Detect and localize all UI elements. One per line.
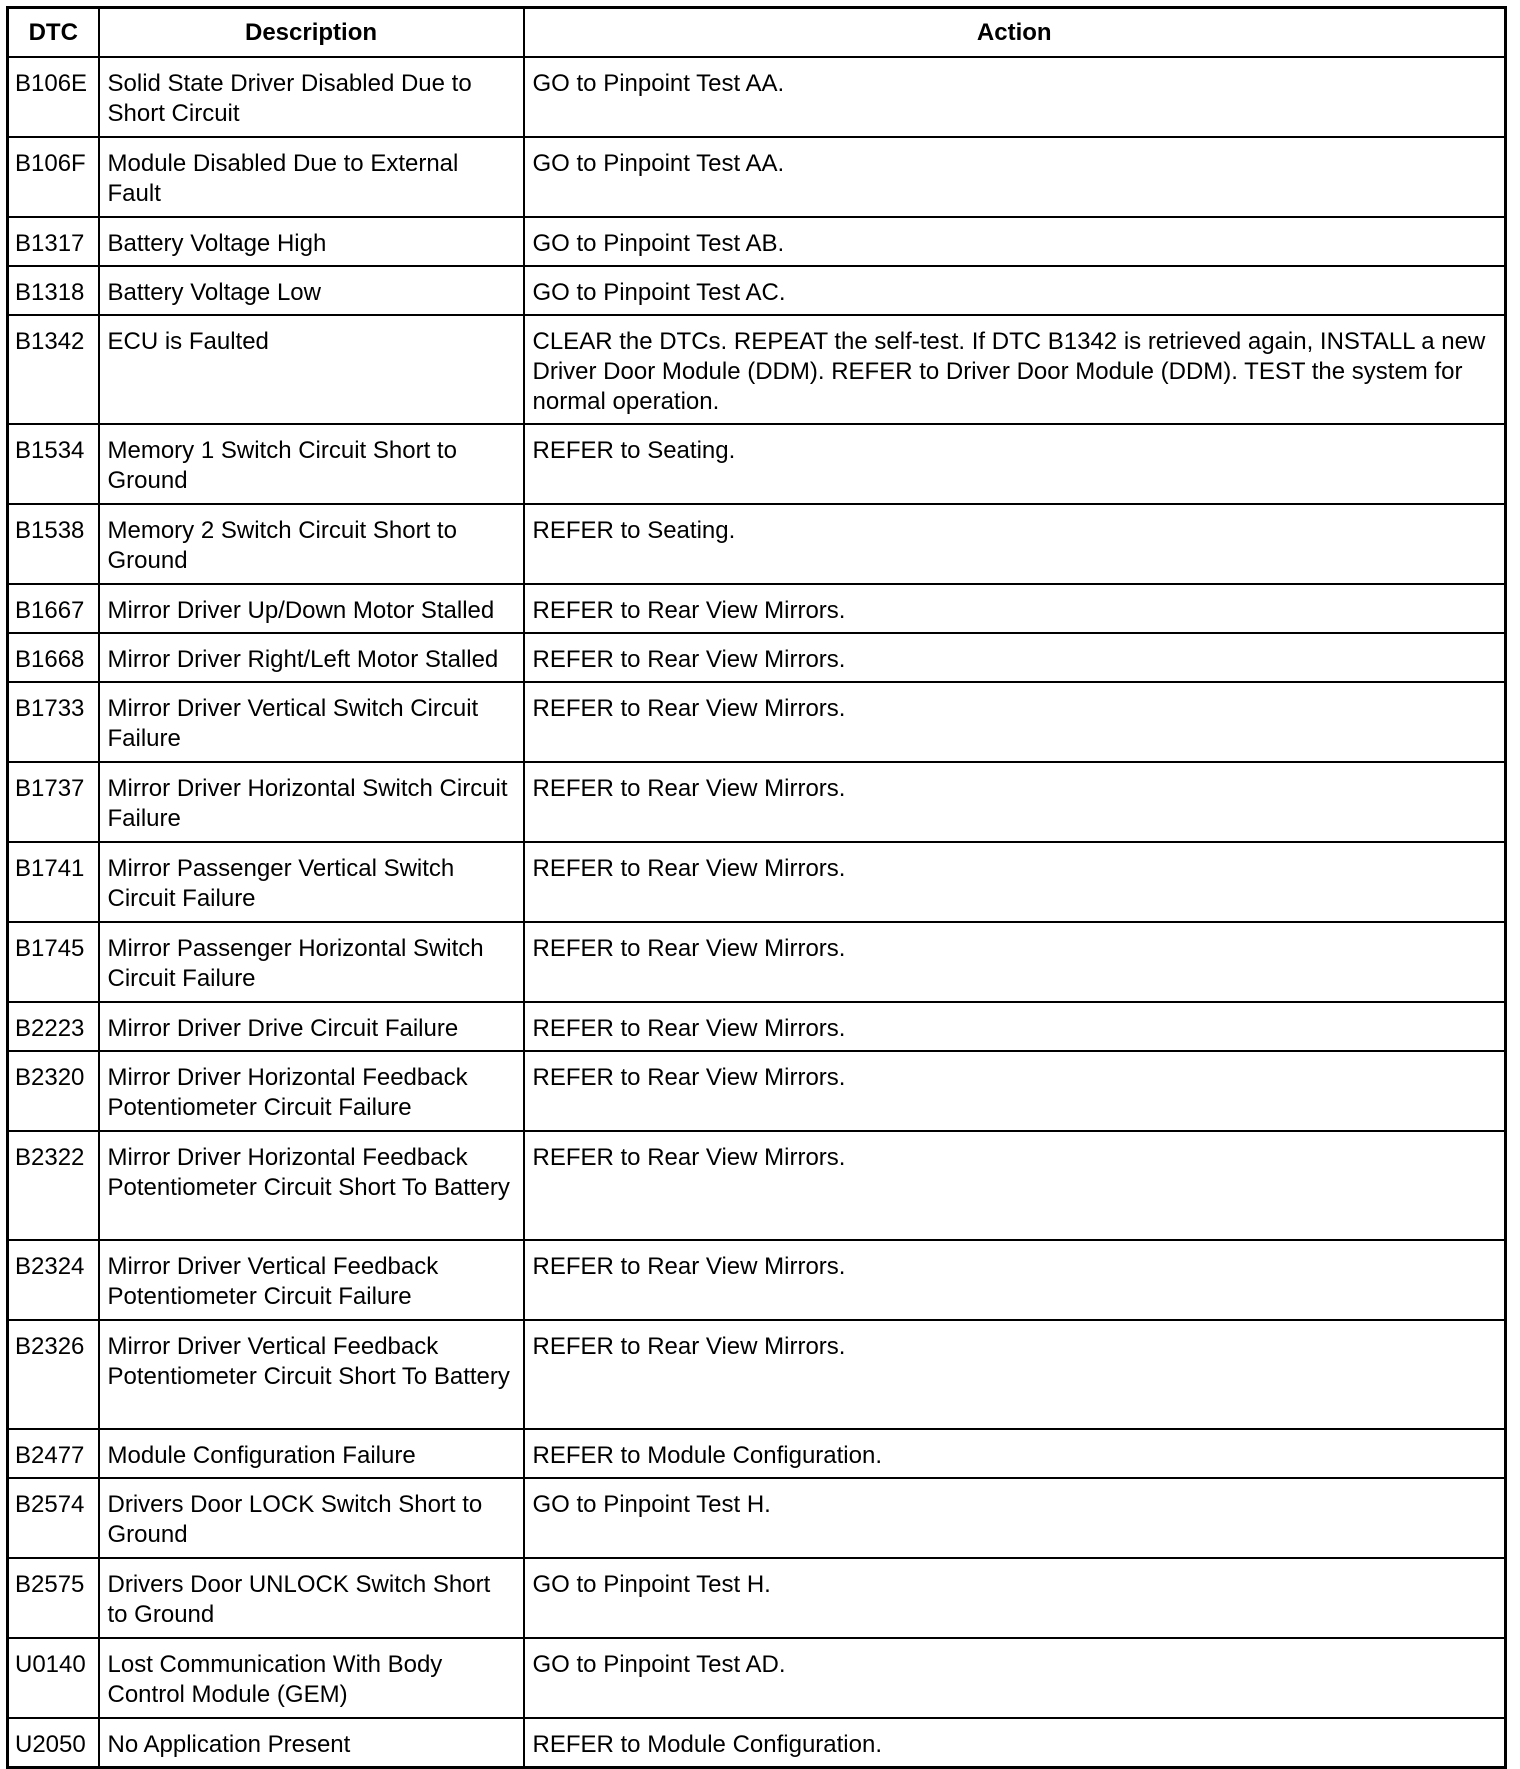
dtc-action: REFER to Rear View Mirrors. — [524, 922, 1506, 1002]
dtc-description: Mirror Passenger Vertical Switch Circuit Failure — [99, 842, 524, 922]
dtc-action: REFER to Rear View Mirrors. — [524, 682, 1506, 762]
dtc-code: B2477 — [8, 1429, 99, 1478]
table-row — [8, 1478, 1506, 1558]
dtc-description: Lost Communication With Body Control Module (GEM) — [99, 1638, 524, 1718]
dtc-description: Mirror Driver Horizontal Switch Circuit Failure — [99, 762, 524, 842]
dtc-code: B1668 — [8, 633, 99, 682]
table-row — [8, 584, 1506, 633]
table-row — [8, 424, 1506, 504]
dtc-description: Mirror Driver Horizontal Feedback Potentiometer Circuit Short To Battery — [99, 1131, 524, 1240]
dtc-code: B2320 — [8, 1051, 99, 1131]
dtc-action: REFER to Rear View Mirrors. — [524, 1002, 1506, 1051]
dtc-description: Mirror Driver Vertical Feedback Potentiometer Circuit Failure — [99, 1240, 524, 1320]
dtc-action: REFER to Rear View Mirrors. — [524, 633, 1506, 682]
table-row — [8, 682, 1506, 762]
dtc-description: Memory 1 Switch Circuit Short to Ground — [99, 424, 524, 504]
table-row — [8, 504, 1506, 584]
table-row — [8, 1002, 1506, 1051]
dtc-description: No Application Present — [99, 1718, 524, 1768]
dtc-action: REFER to Rear View Mirrors. — [524, 1051, 1506, 1131]
dtc-action: GO to Pinpoint Test AB. — [524, 217, 1506, 266]
dtc-code: B1317 — [8, 217, 99, 266]
dtc-action: REFER to Module Configuration. — [524, 1718, 1506, 1768]
dtc-description: Mirror Driver Vertical Feedback Potentiometer Circuit Short To Battery — [99, 1320, 524, 1429]
dtc-description: Solid State Driver Disabled Due to Short Circuit — [99, 57, 524, 137]
table-row — [8, 1558, 1506, 1638]
dtc-code: B1538 — [8, 504, 99, 584]
dtc-description: Battery Voltage High — [99, 217, 524, 266]
table-body — [8, 57, 1506, 1768]
dtc-action: GO to Pinpoint Test AA. — [524, 57, 1506, 137]
table-row — [8, 57, 1506, 137]
dtc-action: REFER to Seating. — [524, 424, 1506, 504]
dtc-code: B106E — [8, 57, 99, 137]
dtc-action: GO to Pinpoint Test AA. — [524, 137, 1506, 217]
dtc-table — [6, 6, 1507, 1769]
dtc-action: REFER to Rear View Mirrors. — [524, 1320, 1506, 1429]
header-action: Action — [524, 8, 1506, 58]
dtc-action: REFER to Seating. — [524, 504, 1506, 584]
dtc-action: REFER to Rear View Mirrors. — [524, 842, 1506, 922]
dtc-code: B1733 — [8, 682, 99, 762]
header-description: Description — [99, 8, 524, 58]
dtc-action: CLEAR the DTCs. REPEAT the self-test. If DTC B1342 is retrieved again, INSTALL a new Driver Door Module (DDM). REFER to Driver Door Module (DDM). TEST the system for normal operation. — [524, 315, 1506, 424]
header-dtc: DTC — [8, 8, 99, 58]
table-row — [8, 1051, 1506, 1131]
dtc-code: U0140 — [8, 1638, 99, 1718]
table-row — [8, 1240, 1506, 1320]
dtc-action: REFER to Rear View Mirrors. — [524, 584, 1506, 633]
table-row — [8, 217, 1506, 266]
dtc-action: REFER to Rear View Mirrors. — [524, 762, 1506, 842]
header-row — [8, 8, 1506, 58]
dtc-description: Module Configuration Failure — [99, 1429, 524, 1478]
dtc-code: B1745 — [8, 922, 99, 1002]
dtc-code: B1534 — [8, 424, 99, 504]
dtc-code: B1667 — [8, 584, 99, 633]
dtc-code: B1741 — [8, 842, 99, 922]
dtc-code: B2326 — [8, 1320, 99, 1429]
table-row — [8, 1718, 1506, 1768]
table-row — [8, 137, 1506, 217]
dtc-description: Module Disabled Due to External Fault — [99, 137, 524, 217]
dtc-description: Drivers Door UNLOCK Switch Short to Ground — [99, 1558, 524, 1638]
dtc-code: B1318 — [8, 266, 99, 315]
dtc-code: B2322 — [8, 1131, 99, 1240]
table-row — [8, 922, 1506, 1002]
dtc-description: Mirror Driver Horizontal Feedback Potentiometer Circuit Failure — [99, 1051, 524, 1131]
dtc-code: B106F — [8, 137, 99, 217]
dtc-code: B2324 — [8, 1240, 99, 1320]
dtc-action: REFER to Module Configuration. — [524, 1429, 1506, 1478]
dtc-action: GO to Pinpoint Test H. — [524, 1558, 1506, 1638]
table-row — [8, 1638, 1506, 1718]
dtc-description: Mirror Driver Right/Left Motor Stalled — [99, 633, 524, 682]
dtc-code: B1737 — [8, 762, 99, 842]
dtc-description: Mirror Driver Drive Circuit Failure — [99, 1002, 524, 1051]
table-row — [8, 633, 1506, 682]
dtc-code: B2223 — [8, 1002, 99, 1051]
table-row — [8, 266, 1506, 315]
dtc-action: GO to Pinpoint Test AC. — [524, 266, 1506, 315]
table-row — [8, 1131, 1506, 1240]
dtc-description: Battery Voltage Low — [99, 266, 524, 315]
dtc-action: REFER to Rear View Mirrors. — [524, 1131, 1506, 1240]
table-row — [8, 1320, 1506, 1429]
dtc-code: B2575 — [8, 1558, 99, 1638]
dtc-code: U2050 — [8, 1718, 99, 1768]
dtc-code: B1342 — [8, 315, 99, 424]
dtc-description: ECU is Faulted — [99, 315, 524, 424]
dtc-description: Mirror Driver Vertical Switch Circuit Failure — [99, 682, 524, 762]
dtc-description: Mirror Passenger Horizontal Switch Circuit Failure — [99, 922, 524, 1002]
dtc-description: Drivers Door LOCK Switch Short to Ground — [99, 1478, 524, 1558]
table-header — [8, 8, 1506, 58]
table-row — [8, 315, 1506, 424]
dtc-action: GO to Pinpoint Test AD. — [524, 1638, 1506, 1718]
dtc-action: GO to Pinpoint Test H. — [524, 1478, 1506, 1558]
dtc-code: B2574 — [8, 1478, 99, 1558]
table-row — [8, 762, 1506, 842]
table-row — [8, 1429, 1506, 1478]
dtc-action: REFER to Rear View Mirrors. — [524, 1240, 1506, 1320]
table-row — [8, 842, 1506, 922]
dtc-description: Mirror Driver Up/Down Motor Stalled — [99, 584, 524, 633]
dtc-description: Memory 2 Switch Circuit Short to Ground — [99, 504, 524, 584]
